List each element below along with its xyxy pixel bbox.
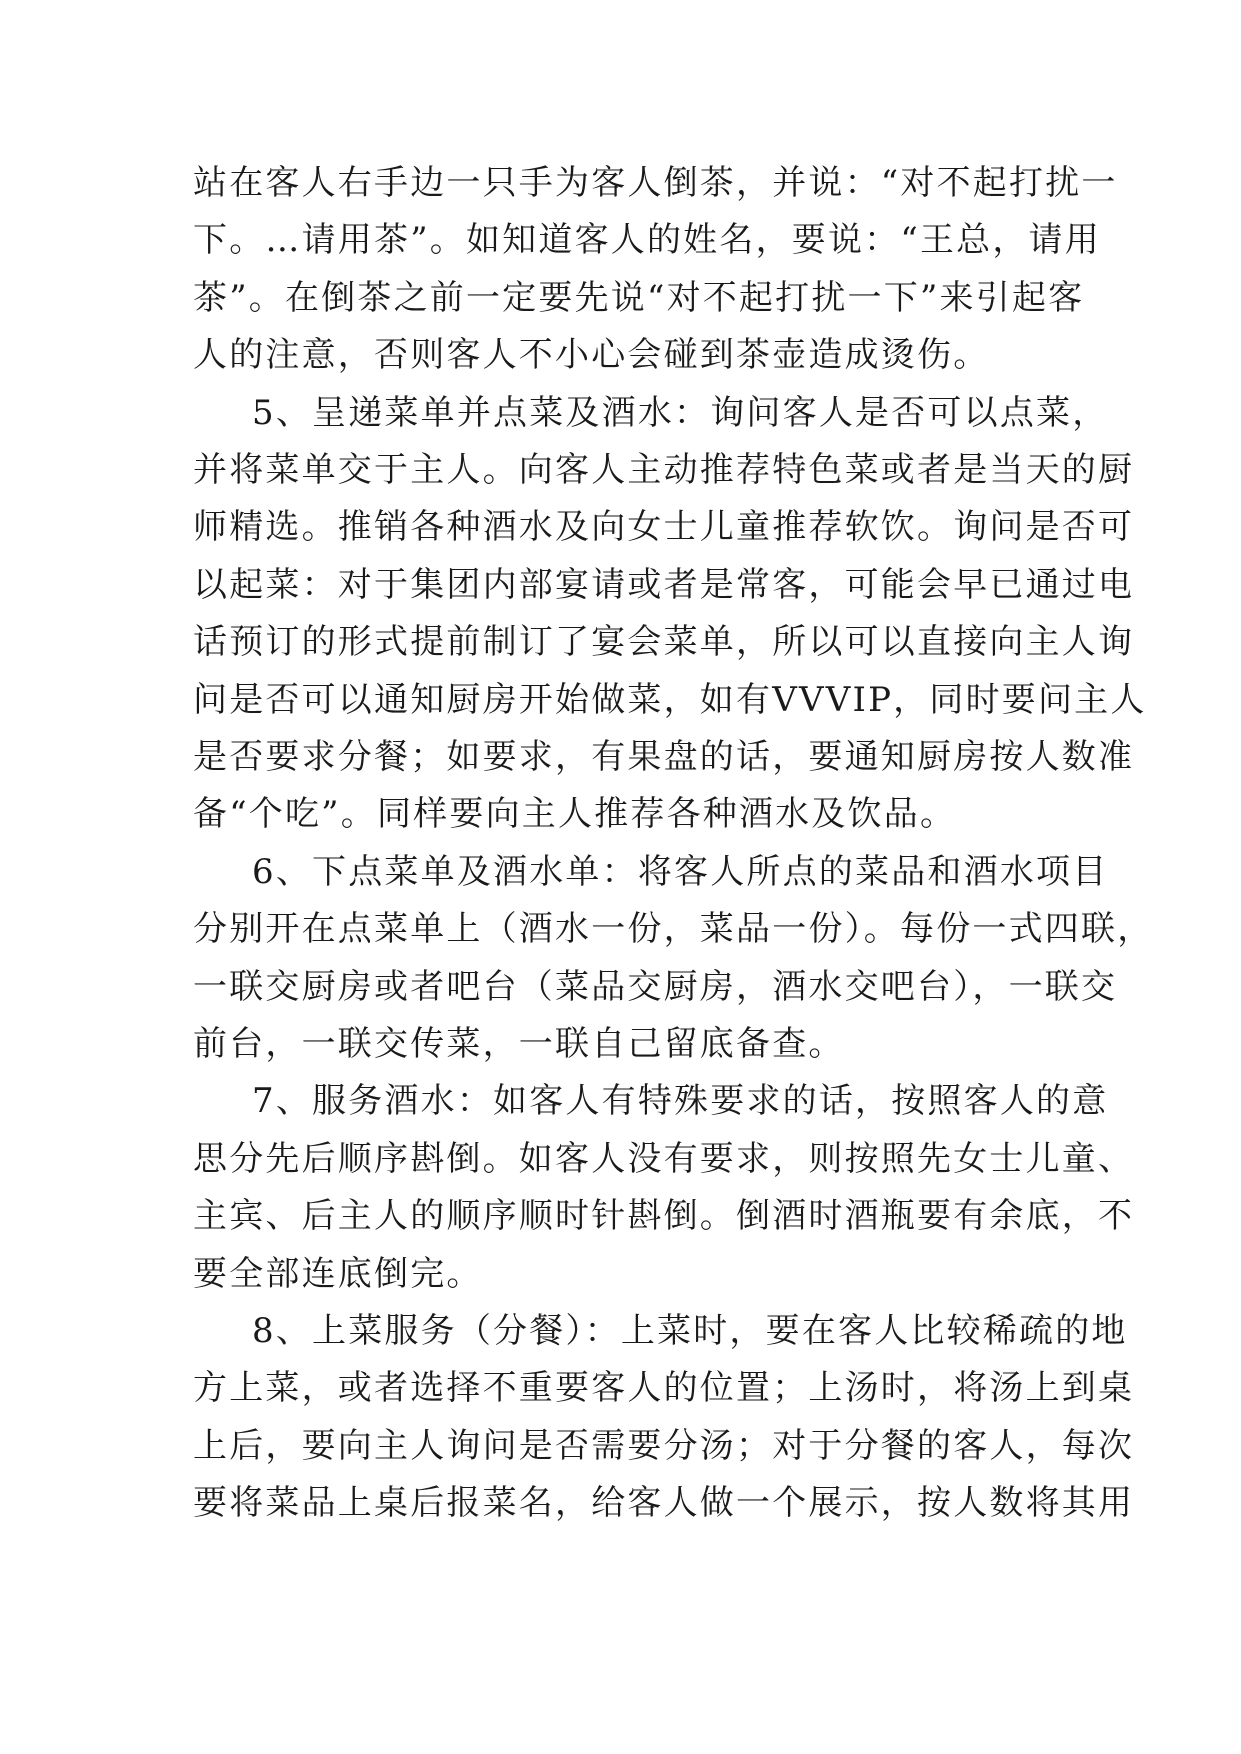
text-line: 上后，要向主人询问是否需要分汤；对于分餐的客人，每次 <box>193 1426 1135 1466</box>
text-line: 要全部连底倒完。 <box>193 1254 483 1294</box>
text-line: 并将菜单交于主人。向客人主动推荐特色菜或者是当天的厨 <box>193 450 1135 490</box>
text-line: 一联交厨房或者吧台（菜品交厨房，酒水交吧台），一联交 <box>193 967 1118 1007</box>
text-line: 问是否可以通知厨房开始做菜，如有VVVIP，同时要问主人 <box>193 680 1147 720</box>
text-line: 备“个吃”。同样要向主人推荐各种酒水及饮品。 <box>193 794 957 834</box>
paragraph-8-first-line: 8、上菜服务（分餐）：上菜时，要在客人比较稀疏的地 <box>252 1311 1128 1351</box>
text-line: 人的注意，否则客人不小心会碰到茶壶造成烫伤。 <box>193 335 990 375</box>
text-line: 站在客人右手边一只手为客人倒茶，并说：“对不起打扰一 <box>193 163 1118 203</box>
text-line: 前台，一联交传菜，一联自己留底备查。 <box>193 1024 845 1064</box>
text-line: 要将菜品上桌后报菜名，给客人做一个展示，按人数将其用 <box>193 1483 1135 1523</box>
text-line: 思分先后顺序斟倒。如客人没有要求，则按照先女士儿童、 <box>193 1139 1135 1179</box>
paragraph-5-first-line: 5、呈递菜单并点菜及酒水：询问客人是否可以点菜， <box>252 393 1109 433</box>
text-line: 茶”。在倒茶之前一定要先说“对不起打扰一下”来引起客 <box>193 278 1085 318</box>
text-line: 分别开在点菜单上（酒水一份，菜品一份）。每份一式四联， <box>193 909 1154 949</box>
text-line: 下。…请用茶”。如知道客人的姓名，要说：“王总，请用 <box>193 220 1101 260</box>
text-line: 方上菜，或者选择不重要客人的位置；上汤时，将汤上到桌 <box>193 1368 1135 1408</box>
text-line: 是否要求分餐；如要求，有果盘的话，要通知厨房按人数准 <box>193 737 1135 777</box>
text-line: 话预订的形式提前制订了宴会菜单，所以可以直接向主人询 <box>193 622 1135 662</box>
text-line: 主宾、后主人的顺序顺时针斟倒。倒酒时酒瓶要有余底，不 <box>193 1196 1135 1236</box>
paragraph-7-first-line: 7、服务酒水：如客人有特殊要求的话，按照客人的意 <box>252 1081 1109 1121</box>
text-line: 师精选。推销各种酒水及向女士儿童推荐软饮。询问是否可 <box>193 507 1135 547</box>
paragraph-6-first-line: 6、下点菜单及酒水单：将客人所点的菜品和酒水项目 <box>252 852 1109 892</box>
text-line: 以起菜：对于集团内部宴请或者是常客，可能会早已通过电 <box>193 565 1135 605</box>
